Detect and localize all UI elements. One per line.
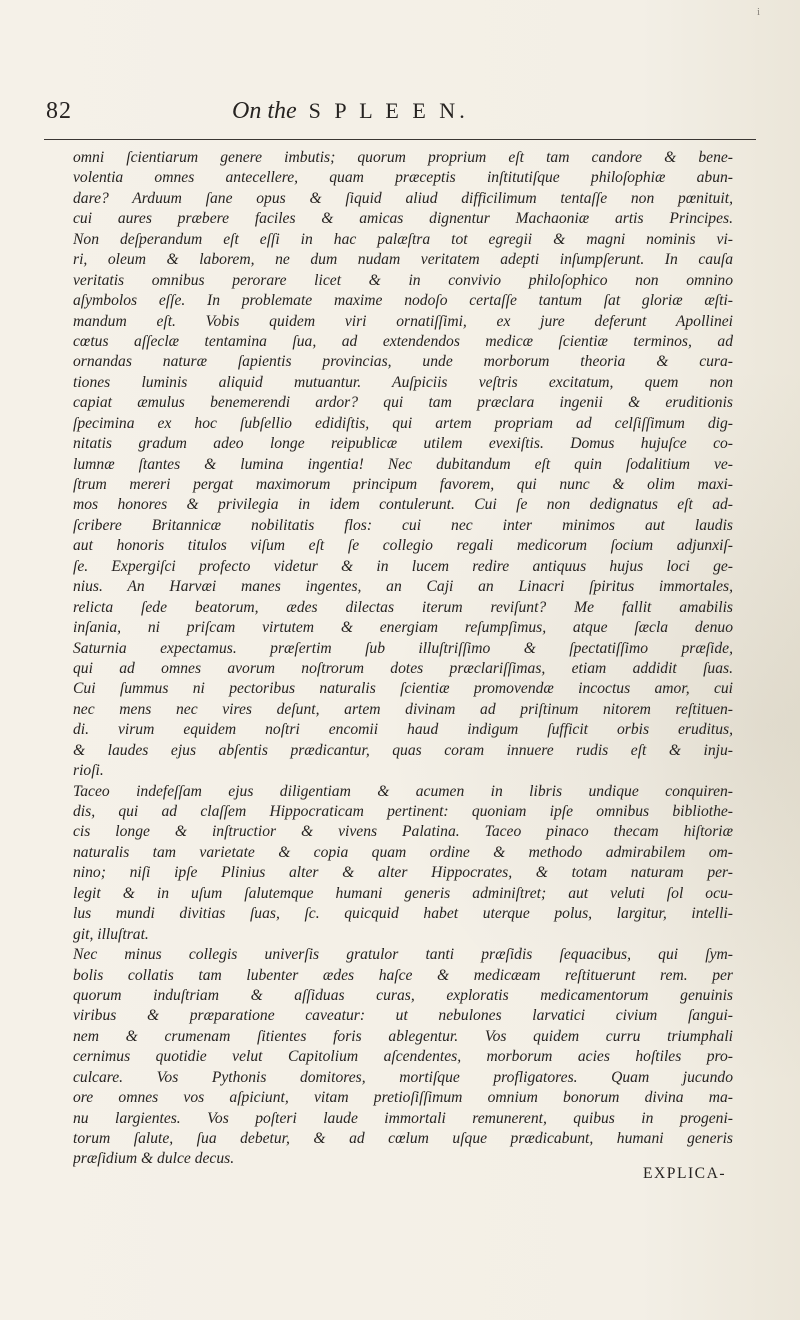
- text-line: git, illuſtrat.: [73, 925, 149, 943]
- text-line: Nec minus collegis univerſis gratulor tanti præſidis ſequacibus, qui ſym-: [73, 946, 733, 964]
- running-head-caps: S P L E E N.: [308, 98, 469, 123]
- text-line: lumnæ ſtantes & lumina ingentia! Nec dubitandum eſt quin ſodalitium ve-: [73, 455, 733, 473]
- text-line: ſe. Expergiſci profecto videtur & in lucem redire antiquus hujus loci ge-: [73, 557, 733, 575]
- text-line: culcare. Vos Pythonis domitores, mortiſque profligatores. Quam jucundo: [73, 1068, 733, 1086]
- text-line: nem & crumenam ſitientes foris ablegentur. Vos quidem curru triumphali: [73, 1027, 733, 1045]
- text-line: naturalis tam varietate & copia quam ordine & methodo admirabilem om-: [73, 843, 733, 861]
- text-line: veritatis omnibus perorare licet & in convivio philoſophico non omnino: [73, 271, 733, 289]
- text-line: & laudes ejus abſentis prædicantur, quas coram innuere rudis eſt & inju-: [73, 741, 733, 759]
- text-line: cis longe & inſtructior & vivens Palatina. Taceo pinaco thecam hiſtoriæ: [73, 823, 733, 841]
- text-line: nino; niſi ipſe Plinius alter & alter Hippocrates, & totam naturam per-: [73, 864, 733, 882]
- text-line: Cui ſummus ni pectoribus naturalis ſcientiæ promovendæ incoctus amor, cui: [73, 680, 733, 698]
- running-head: [232, 98, 469, 125]
- text-line: dis, qui ad claſſem Hippocraticam pertinent: quoniam ipſe omnibus bibliothe-: [73, 803, 733, 820]
- text-line: ornandas naturæ ſapientis provincias, unde morborum theoria & cura-: [73, 353, 733, 371]
- corner-mark: i: [756, 6, 760, 18]
- text-line: rioſi.: [73, 762, 104, 780]
- text-line: Saturnia expectamus. præſertim ſub illuſtriſſimo & ſpectatiſſimo præſide,: [73, 639, 733, 657]
- text-line: relicta ſede beatorum, ædes dilectas iterum reviſunt? Me fallit amabilis: [73, 598, 733, 616]
- text-line: cui aures præbere faciles & amicas dignentur Machaoniæ artis Principes.: [73, 210, 733, 228]
- text-line: nius. An Harvæi manes ingentes, an Caji an Linacri ſpiritus immortales,: [73, 578, 733, 596]
- text-line: omni ſcientiarum genere imbutis; quorum proprium eſt tam candore & bene-: [73, 149, 733, 166]
- text-line: nu largientes. Vos poſteri laude immortali remunerent, quibus in progeni-: [73, 1109, 733, 1127]
- text-line: ſcribere Britannicæ nobilitatis flos: cui nec inter minimos aut laudis: [73, 516, 733, 534]
- catchword: EXPLICA-: [643, 1165, 727, 1182]
- text-line: nitatis gradum adeo longe reipublicæ utilem evexiſtis. Domus hujuſce co-: [73, 435, 733, 453]
- text-line: mandum eſt. Vobis quidem viri ornatiſſimi, ex jure deferunt Apollinei: [73, 312, 733, 330]
- text-line: tiones luminis aliquid mutuantur. Auſpiciis veſtris excitatum, quem non: [73, 373, 733, 391]
- text-line: ore omnes vos aſpiciunt, vitam pretioſiſſimum omnium bonorum divina ma-: [73, 1089, 733, 1107]
- text-line: legit & in uſum ſalutemque humani generis adminiſtret; aut veluti ſol ocu-: [73, 884, 733, 902]
- text-line: ſtrum mereri pergat maximorum principum favorem, qui nunc & olim maxi-: [73, 476, 733, 493]
- text-line: dare? Arduum ſane opus & ſiquid aliud difficilimum tentaſſe non pœnituit,: [73, 189, 733, 207]
- text-line: volentia omnes antecellere, quam præceptis inſtitutiſque philoſophiæ abun-: [73, 169, 733, 187]
- text-line: quorum induſtriam & aſſiduas curas, exploratis medicamentorum genuinis: [73, 986, 733, 1004]
- text-line: inſania, ni priſcam virtutem & energiam reſumpſimus, atque ſæcla denuo: [73, 619, 733, 637]
- text-line: ſpecimina ex hoc ſubſellio edidiſtis, qui artem propriam ad celſiſſimum dig-: [73, 414, 733, 432]
- text-line: mos honores & privilegia in idem contulerunt. Cui ſe non dedignatus eſt ad-: [73, 496, 733, 514]
- text-line: lus mundi divitias ſuas, ſc. quicquid habet uterque polus, largitur, intelli-: [73, 905, 733, 923]
- text-line: di. virum equidem noſtri encomii haud indigum ſufficit orbis eruditus,: [73, 721, 733, 739]
- text-line: ri, oleum & laborem, ne dum nudam veritatem adepti inſumpſerunt. In cauſa: [73, 251, 733, 269]
- text-line: Non deſperandum eſt eſſi in hac palæſtra tot egregii & magni nominis vi-: [73, 230, 733, 248]
- running-head-italic: On the: [232, 98, 297, 124]
- text-line: cernimus quotidie velut Capitolium aſcendentes, morborum acies hoſtiles pro-: [73, 1048, 733, 1066]
- text-line: nec mens nec vires deſunt, artem divinam ad priſtinum nitorem reſtituen-: [73, 700, 733, 718]
- text-line: torum ſalute, ſua debetur, & ad cœlum uſque prædicabunt, humani generis: [73, 1130, 733, 1147]
- text-line: qui ad omnes avorum noſtrorum dotes præclariſſimas, etiam addidit ſuas.: [73, 659, 733, 677]
- page-number: 82: [46, 98, 72, 124]
- text-line: capiat æmulus benemerendi ardor? qui tam præclara ingenii & eruditionis: [73, 394, 733, 412]
- text-line: viribus & præparatione caveatur: ut nebulones larvatici civium ſangui-: [73, 1007, 733, 1025]
- text-line: aſymbolos eſſe. In problemate maxime nodoſo certaſſe tantum ſat gloriæ æſti-: [73, 292, 733, 310]
- text-line: aut honoris titulos viſum eſt ſe collegio regali medicorum ſocium adjunxiſ-: [73, 537, 733, 555]
- text-line: cœtus aſſeclæ tentamina ſua, ad extendendos medicæ ſcientiæ terminos, ad: [73, 332, 733, 350]
- header-rule: [44, 139, 756, 140]
- text-line: bolis collatis tam lubenter ædes haſce & medicæam reſtituerunt rem. per: [73, 966, 733, 984]
- text-line: Taceo indefeſſam ejus diligentiam & acumen in libris undique conquiren-: [73, 782, 733, 800]
- body-text: [73, 148, 733, 1170]
- text-line: præſidium & dulce decus.: [73, 1150, 235, 1168]
